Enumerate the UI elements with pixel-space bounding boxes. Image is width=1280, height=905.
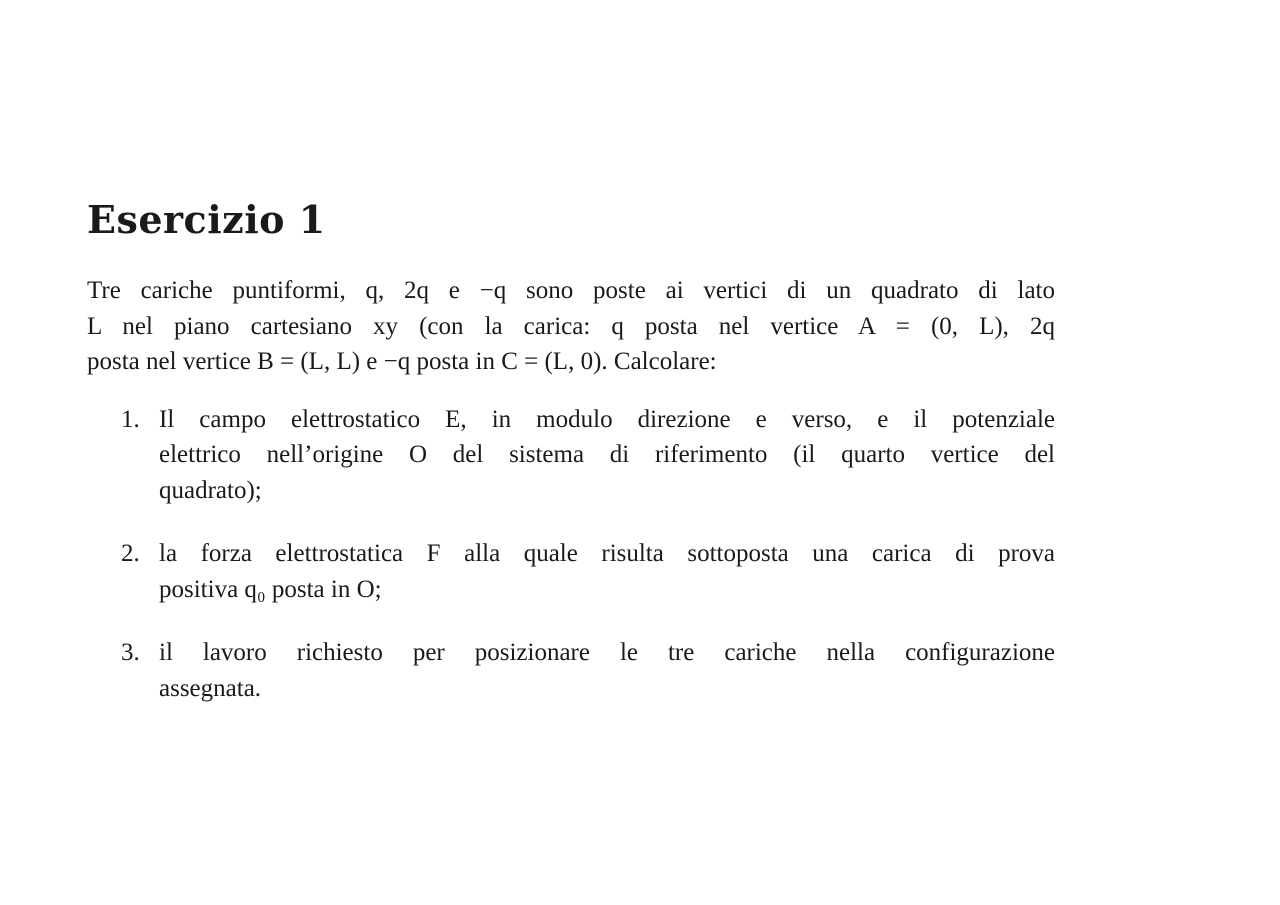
problem-statement (87, 273, 1055, 380)
task-line: elettrico nell’origine O del sistema di riferimento (il quarto vertice del (159, 441, 1055, 468)
task-number: 1. (121, 405, 140, 433)
task-line: Il campo elettrostatico E, in modulo direzione e verso, e il potenziale (159, 405, 1055, 433)
task-line: positiva q₀ posta in O; (159, 575, 382, 603)
exercise-title: Esercizio 1 (87, 197, 326, 242)
task-item (87, 536, 1055, 607)
task-number: 3. (121, 639, 140, 666)
task-item (87, 402, 1055, 509)
task-line: quadrato); (159, 476, 262, 504)
statement-line: L nel piano cartesiano xy (con la carica: q posta nel vertice A = (0, L), 2q (87, 312, 1055, 340)
task-list (87, 402, 1055, 707)
task-number: 2. (121, 540, 140, 567)
task-line: il lavoro richiesto per posizionare le tre cariche nella configurazione (159, 639, 1055, 666)
statement-line: posta nel vertice B = (L, L) e −q posta in C = (L, 0). Calcolare: (87, 348, 717, 375)
task-item (87, 635, 1055, 706)
task-line: la forza elettrostatica F alla quale risulta sottoposta una carica di prova (159, 540, 1055, 567)
exercise-document (87, 195, 1055, 734)
task-line: assegnata. (159, 674, 262, 702)
statement-line: Tre cariche puntiformi, q, 2q e −q sono poste ai vertici di un quadrato di lato (87, 277, 1055, 304)
